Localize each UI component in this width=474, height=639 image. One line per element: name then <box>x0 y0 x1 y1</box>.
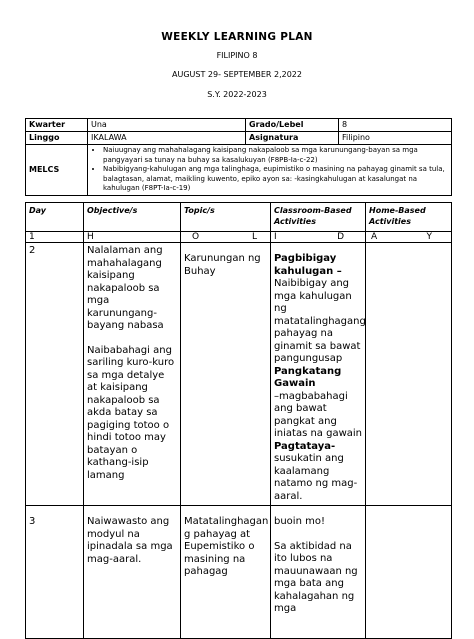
classroom-activities-cell <box>271 506 366 639</box>
kwarter-value: Una <box>88 119 246 132</box>
objective-text: Nalalaman ang mahahalagang kaisipang nakapaloob sa mga karunungang-bayang nabasa <box>87 245 164 331</box>
holiday-letter: O <box>192 232 200 242</box>
holiday-day: 1 <box>26 232 84 243</box>
plan-table <box>25 202 452 639</box>
activity-title: Pagbibigay kahulugan – <box>274 253 342 277</box>
melcs-item: • Naiuugnay ang mahahalagang kaisipang nakapaloob sa mga karunungang-bayan sa mga pangyayari sa tunay na buhay sa kasalukuyan (F8PB-Ia-c-22) <box>103 146 448 165</box>
linggo-value: IKALAWA <box>88 132 246 145</box>
activity-text: Sa aktibidad na ito lubos na mauunawaan ng mga bata ang kahalagahan ng mga <box>274 540 358 614</box>
col-header-objectives: Objective/s <box>84 203 181 232</box>
activity-text: buoin mo! <box>274 516 325 527</box>
day-cell: 3 <box>26 506 84 639</box>
day-cell: 2 <box>26 243 84 506</box>
objectives-cell: Naiwawasto ang modyul na ipinadala sa mga mag-aaral. <box>84 506 181 639</box>
holiday-letter: I <box>274 232 277 242</box>
holiday-row <box>26 232 452 243</box>
school-year: S.Y. 2022-2023 <box>207 90 267 99</box>
holiday-cell <box>271 232 366 243</box>
topic-cell: Matatalinghagan g pahayag at Eupemistiko o masining na pahagag <box>181 506 271 639</box>
plan-title: WEEKLY LEARNING PLAN <box>161 31 313 43</box>
topic-cell: Karunungan ng Buhay <box>181 243 271 506</box>
melcs-item: • Nabibigyang-kahulugan ang mga talinghaga, eupimistiko o masining na pahayag ginamit sa tula, balagtasan, alamat, maikling kuwento, epiko ayon sa: -kasingkahulugan at kasalungat na kahulugan (F8PT-Ia-c-19) <box>103 165 448 194</box>
plan-header-row <box>26 203 452 232</box>
plan-row-day-3 <box>26 506 452 639</box>
grado-value: 8 <box>339 119 452 132</box>
holiday-letter: A <box>371 232 378 242</box>
activity-text: –magbabahagi ang bawat pangkat ang iniatas na gawain <box>274 390 363 439</box>
grado-label: Grado/Lebel <box>246 119 339 132</box>
info-table <box>25 118 452 196</box>
subject-label: FILIPINO 8 <box>216 51 258 60</box>
col-header-topics: Topic/s <box>181 203 271 232</box>
holiday-cell <box>366 232 452 243</box>
holiday-cell <box>84 232 181 243</box>
holiday-letter: L <box>251 232 257 242</box>
asignatura-label: Asignatura <box>246 132 339 145</box>
holiday-cell <box>181 232 271 243</box>
activity-title: Pagtataya- <box>274 440 336 452</box>
holiday-letter: D <box>337 232 344 242</box>
activity-text: susukatin ang kaalamang natamo ng mag-aaral. <box>274 453 358 502</box>
plan-row-day-2 <box>26 243 452 506</box>
activity-title: Pangkatang Gawain <box>274 365 342 389</box>
melcs-cell <box>88 145 452 196</box>
melcs-label: MELCS <box>26 145 88 196</box>
holiday-letter: H <box>87 232 94 242</box>
kwarter-label: Kwarter <box>26 119 88 132</box>
classroom-activities-cell <box>271 243 366 506</box>
melcs-list <box>91 146 448 194</box>
asignatura-value: Filipino <box>339 132 452 145</box>
objective-text: Naibabahagi ang sariling kuro-kuro sa mga detalye at kaisipang nakapaloob sa akda batay sa pagiging totoo o hindi totoo may batayan o kathang-isip lamang <box>87 344 175 481</box>
activity-text: Naibibigay ang mga kahulugan ng matatalinghagang pahayag na ginamit sa bawat pangungusap <box>274 278 366 364</box>
home-activities-cell <box>366 243 452 506</box>
col-header-day: Day <box>26 203 84 232</box>
linggo-label: Linggo <box>26 132 88 145</box>
home-activities-cell <box>366 506 452 639</box>
date-range: AUGUST 29- SEPTEMBER 2,2022 <box>172 70 302 79</box>
holiday-letter: Y <box>426 232 432 242</box>
col-header-home: Home-Based Activities <box>366 203 452 232</box>
col-header-classroom: Classroom-Based Activities <box>271 203 366 232</box>
objectives-cell <box>84 243 181 506</box>
